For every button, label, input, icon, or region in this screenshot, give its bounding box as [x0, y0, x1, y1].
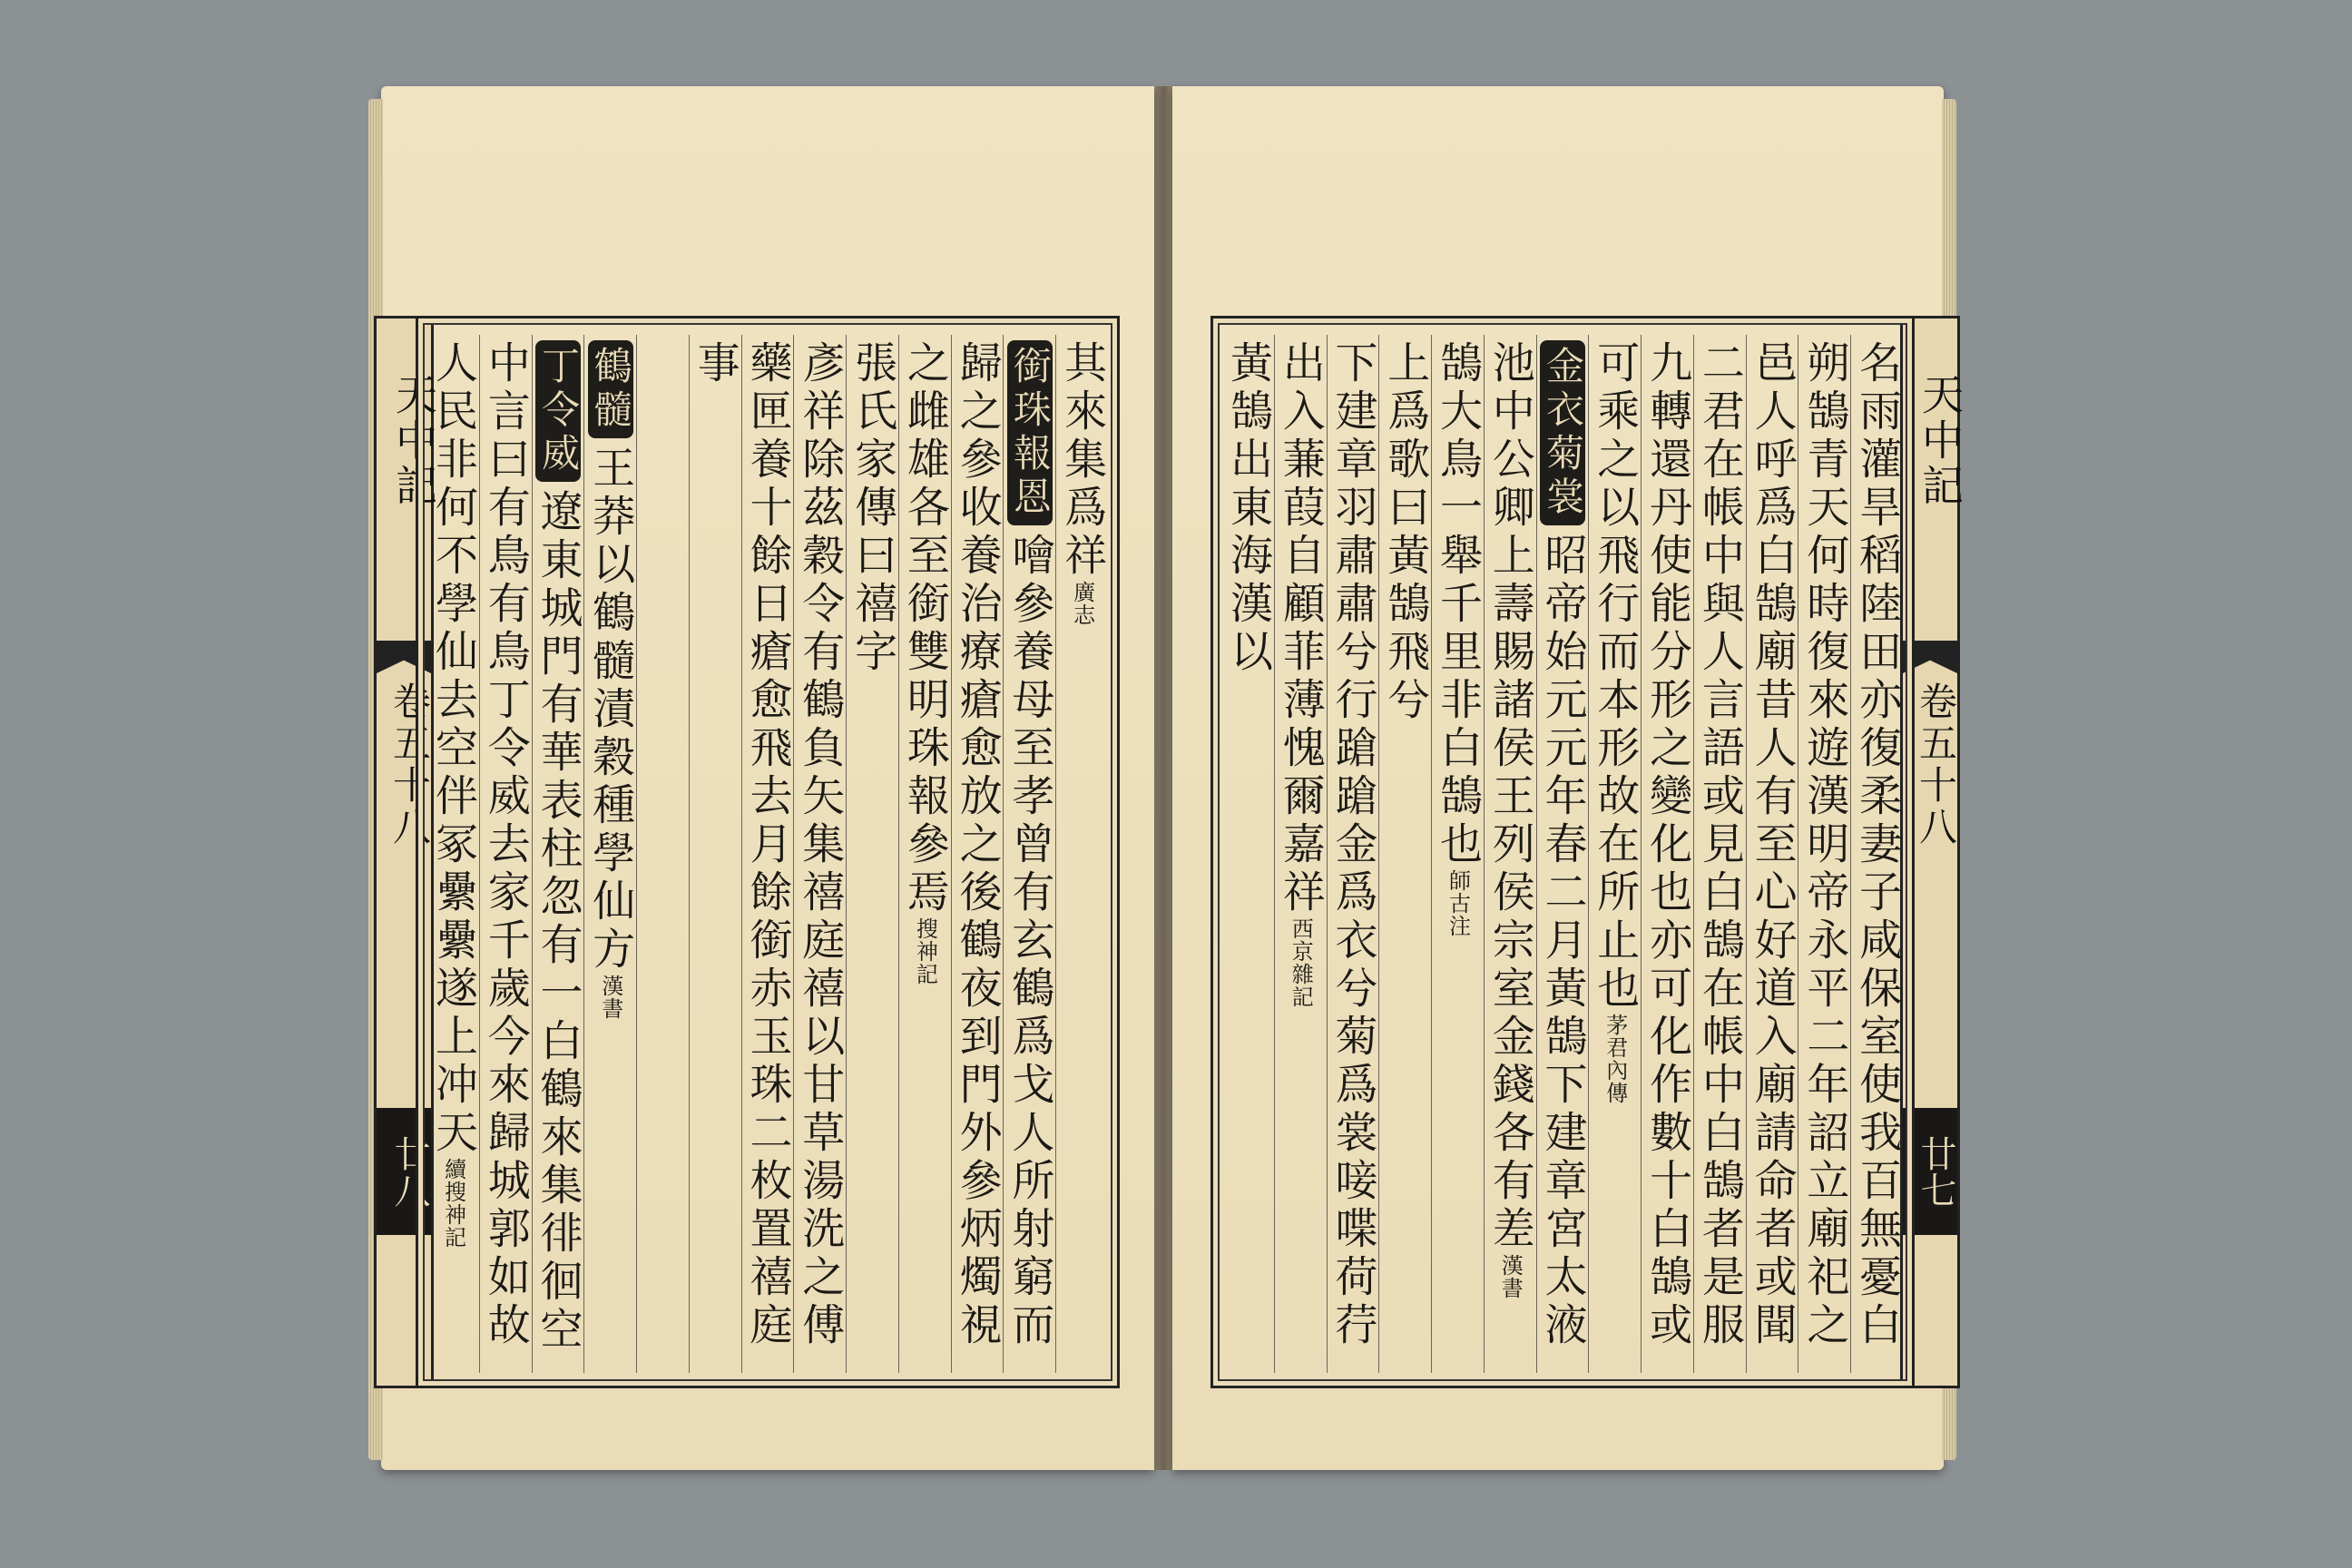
column-note: 廣志	[1069, 581, 1095, 626]
text-columns	[427, 335, 1108, 1373]
entry-tag: 銜珠報恩	[1007, 340, 1053, 525]
text-column	[793, 335, 846, 1373]
column-note: 漢書	[1497, 1254, 1524, 1299]
text-column	[1327, 335, 1379, 1373]
text-column	[1850, 335, 1903, 1373]
column-text: 邑人呼爲白鵠廟昔人有至心好道入廟請命者或聞	[1747, 340, 1798, 1350]
text-column	[1641, 335, 1693, 1373]
text-column	[1536, 335, 1589, 1373]
column-text: 出入蒹葭自顧菲薄愧爾嘉祥	[1275, 340, 1326, 917]
column-text: 朔鵠青天何時復來遊漢明帝永平二年詔立廟祀之	[1799, 340, 1850, 1350]
text-column	[1055, 335, 1108, 1373]
text-column	[741, 335, 794, 1373]
text-column	[479, 335, 532, 1373]
right-page	[1172, 86, 1965, 1470]
open-book	[381, 86, 1965, 1484]
text-column	[636, 335, 689, 1373]
left-page	[381, 86, 1154, 1470]
text-column	[1484, 335, 1536, 1373]
column-text: 遼東城門有華表柱忽有一白鶴來集徘徊空	[533, 489, 583, 1355]
entry-tag: 丁令威	[535, 340, 581, 482]
text-column	[951, 335, 1004, 1373]
column-text: 二君在帳中與人言語或見白鵠在帳中白鵠者是服	[1694, 340, 1745, 1350]
margin-page-number: 廿七	[1915, 1135, 1956, 1208]
entry-tag: 金衣菊裳	[1540, 340, 1585, 525]
column-text: 王莽以鶴髓漬穀種學仙方	[585, 446, 636, 975]
column-text: 上爲歌曰黃鵠飛兮	[1380, 340, 1431, 725]
text-column	[427, 335, 479, 1373]
column-text: 噲參養母至孝曾有玄鶴爲戈人所射窮而	[1004, 533, 1055, 1350]
column-text: 鵠大鳥一舉千里非白鵠也	[1433, 340, 1483, 869]
column-text: 之雌雄各至銜雙明珠報參焉	[899, 340, 950, 917]
margin-volume: 卷五十八	[1914, 681, 1958, 848]
column-note: 漢書	[597, 975, 623, 1020]
column-text: 九轉還丹使能分形之變化也亦可化作數十白鵠或	[1642, 340, 1693, 1350]
text-column	[1274, 335, 1327, 1373]
text-column	[1746, 335, 1798, 1373]
column-text: 藥匣養十餘日瘡愈飛去月餘銜赤玉珠二枚置禧庭	[742, 340, 793, 1350]
column-text: 人民非何不學仙去空伴冢纍纍遂上冲天	[427, 340, 478, 1158]
text-column	[1588, 335, 1641, 1373]
column-text: 昭帝始元元年春二月黃鵠下建章宮太液	[1537, 533, 1588, 1350]
text-frame	[1210, 316, 1915, 1388]
margin-title: 天中記	[1916, 373, 1965, 509]
column-text: 事	[690, 340, 740, 388]
text-column	[1378, 335, 1431, 1373]
text-column	[898, 335, 951, 1373]
text-columns	[1222, 335, 1903, 1373]
column-text: 可乘之以飛行而本形故在所止也	[1590, 340, 1641, 1014]
column-text: 張氏家傳曰禧字	[848, 340, 898, 677]
margin-volume: 卷五十八	[387, 681, 432, 848]
text-column	[532, 335, 584, 1373]
margin-page-number: 廿八	[388, 1135, 430, 1208]
column-text: 池中公卿上壽賜諸侯王列侯宗室金錢各有差	[1485, 340, 1535, 1254]
text-frame	[416, 316, 1120, 1388]
column-text: 下建章羽肅肅兮行蹌蹌金爲衣兮菊爲裳唼喋荷荇	[1328, 340, 1378, 1350]
text-column	[1431, 335, 1484, 1373]
column-note: 茅君內傳	[1602, 1014, 1628, 1104]
entry-tag: 鶴髓	[588, 340, 633, 438]
column-note: 續搜神記	[440, 1158, 466, 1249]
margin-title: 天中記	[389, 373, 438, 509]
text-column	[1693, 335, 1746, 1373]
column-note: 師古注	[1445, 869, 1471, 937]
text-column	[1222, 335, 1274, 1373]
column-text: 其來集爲祥	[1057, 340, 1108, 581]
column-text: 名雨灌旱稻陸田亦復柔妻子咸保室使我百無憂白	[1852, 340, 1903, 1350]
column-note: 西京雜記	[1288, 917, 1314, 1008]
text-column	[1798, 335, 1850, 1373]
text-column	[583, 335, 636, 1373]
column-text: 黃鵠出東海漢以	[1222, 340, 1273, 677]
text-column	[689, 335, 741, 1373]
text-column	[846, 335, 898, 1373]
column-note: 搜神記	[912, 917, 938, 985]
text-column	[1003, 335, 1055, 1373]
column-text: 彥祥除茲穀令有鶴負矢集禧庭禧以甘草湯洗之傅	[795, 340, 846, 1350]
column-text: 歸之參收養治療瘡愈放之後鶴夜到門外參炳燭視	[952, 340, 1003, 1350]
column-text: 中言曰有鳥有鳥丁令威去家千歲今來歸城郭如故	[480, 340, 531, 1350]
